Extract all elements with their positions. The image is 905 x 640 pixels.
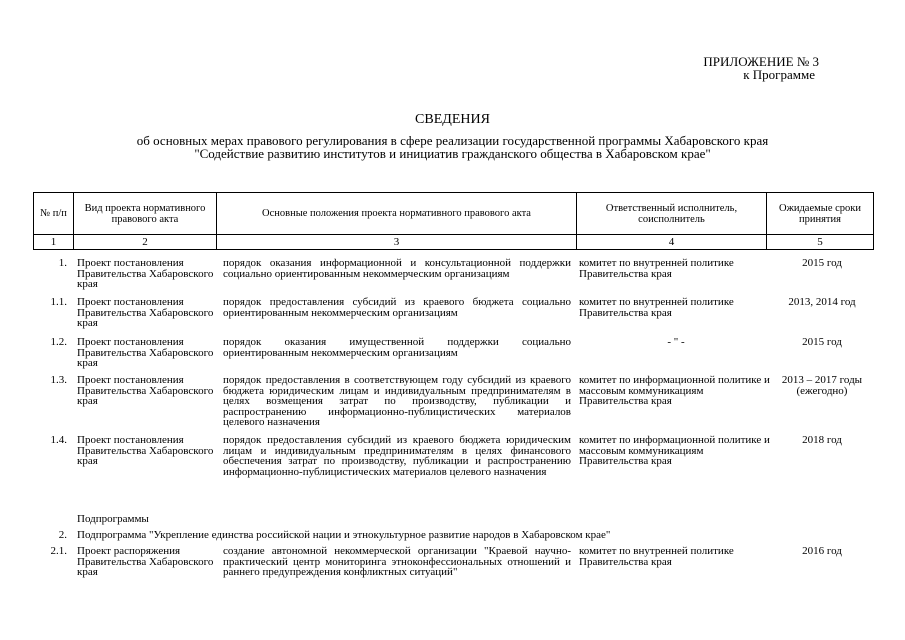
row-provisions: порядок оказания имущественной поддержки социально ориентированным некоммерческим организациям <box>223 336 571 359</box>
row-date: 2013, 2014 год <box>788 296 856 308</box>
subtitle-line-2: "Содействие развитию институтов и инициатив гражданского общества в Хабаровском крае" <box>194 146 711 161</box>
appendix-line-1: ПРИЛОЖЕНИЕ № 3 <box>703 54 819 69</box>
row-number: 1.1. <box>50 296 67 308</box>
row-provisions: создание автономной некоммерческой организации "Краевой научно-практический центр мониторинга этноконфессиональных отношений и раннего предупреждения конфликтных ситуаций" <box>223 545 571 578</box>
row-act-kind: Проект распоряжения Правительства Хабаровского края <box>77 545 214 578</box>
row-responsible: комитет по внутренней политике Правительства края <box>579 257 734 280</box>
column-number-row <box>34 235 874 250</box>
row-number: 1.3. <box>50 374 67 386</box>
subprogram-number: 2. <box>58 529 67 541</box>
row-responsible: комитет по внутренней политике Правительства края <box>579 545 734 568</box>
subtitle-line-1: об основных мерах правового регулирования в сфере реализации государственной программы Хабаровского края <box>136 133 769 148</box>
subprograms-label: Подпрограммы <box>77 513 149 525</box>
row-act-kind: Проект постановления Правительства Хабаровского края <box>77 336 214 369</box>
row-date: 2015 год <box>802 336 842 348</box>
column-number: 1 <box>34 235 74 250</box>
column-number: 2 <box>74 235 217 250</box>
row-provisions: порядок предоставления в соответствующем году субсидий из краевого бюджета юридическим лицам и индивидуальным предпринимателям в целях возмещения затрат по производству, публикации и распространению информационно-публицистических материалов целевого назначения <box>223 374 571 428</box>
column-number: 3 <box>217 235 577 250</box>
row-number: 1.2. <box>50 336 67 348</box>
appendix-label <box>703 55 819 81</box>
subprogram-title: Подпрограмма "Укрепление единства российской нации и этнокультурное развитие народов в Хабаровском крае" <box>77 529 611 541</box>
row-responsible: комитет по информационной политике и массовым коммуникациям Правительства края <box>579 434 770 467</box>
header-dates: Ожидаемые сроки принятия <box>767 193 874 235</box>
row-act-kind: Проект постановления Правительства Хабаровского края <box>77 434 214 467</box>
row-responsible: комитет по внутренней политике Правительства края <box>579 296 734 319</box>
row-provisions: порядок предоставления субсидий из краевого бюджета юридическим лицам и индивидуальным предпринимателям в целях финансового обеспечения затрат по производству, публикации и распространению информационно-публицистических материалов целевого назначения <box>223 434 571 478</box>
header-kind: Вид проекта нормативного правового акта <box>74 193 217 235</box>
row-act-kind: Проект постановления Правительства Хабаровского края <box>77 374 214 407</box>
row-act-kind: Проект постановления Правительства Хабаровского края <box>77 296 214 329</box>
column-number: 5 <box>767 235 874 250</box>
table-header <box>33 192 874 250</box>
row-date: 2018 год <box>802 434 842 446</box>
row-responsible: комитет по информационной политике и массовым коммуникациям Правительства края <box>579 374 770 407</box>
row-date: 2016 год <box>802 545 842 557</box>
header-provisions: Основные положения проекта нормативного правового акта <box>217 193 577 235</box>
row-number: 1.4. <box>50 434 67 446</box>
row-number: 2.1. <box>50 545 67 557</box>
row-responsible: - " - <box>667 336 685 348</box>
row-date: 2015 год <box>802 257 842 269</box>
appendix-line-2: к Программе <box>743 67 815 82</box>
row-act-kind: Проект постановления Правительства Хабаровского края <box>77 257 214 290</box>
row-provisions: порядок оказания информационной и консультационной поддержки социально ориентированным некоммерческим организациям <box>223 257 571 280</box>
row-date: 2013 – 2017 годы (ежегодно) <box>781 374 863 397</box>
row-provisions: порядок предоставления субсидий из краевого бюджета социально ориентированным некоммерческим организациям <box>223 296 571 319</box>
column-number: 4 <box>577 235 767 250</box>
document-subtitle <box>0 134 905 160</box>
header-number: № п/п <box>34 193 74 235</box>
header-row <box>34 193 874 235</box>
document-title: СВЕДЕНИЯ <box>415 112 490 127</box>
row-number: 1. <box>58 257 67 269</box>
header-responsible: Ответственный исполнитель, соисполнитель <box>577 193 767 235</box>
